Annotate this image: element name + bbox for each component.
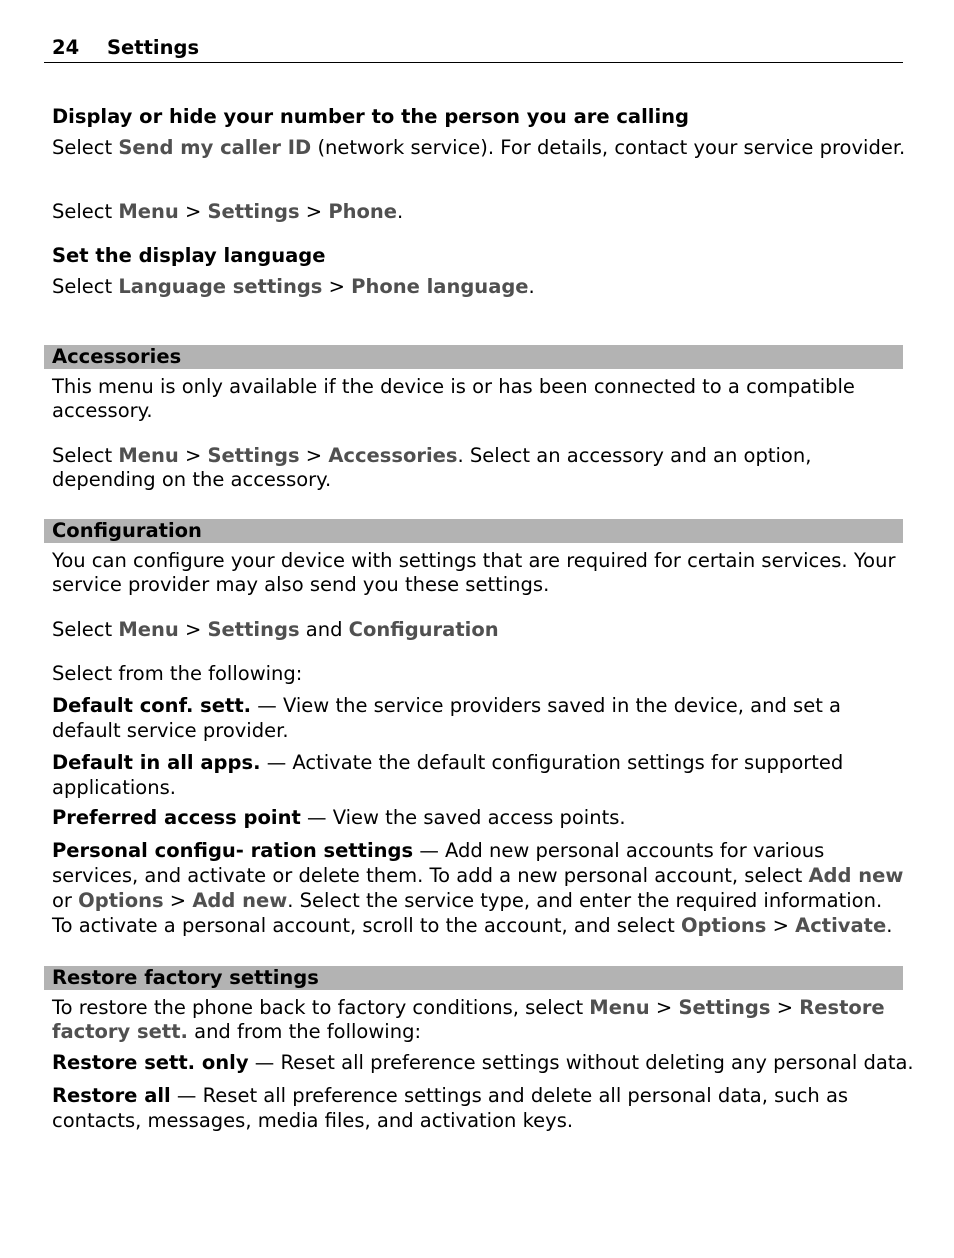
language-heading: Set the display language xyxy=(52,244,326,267)
restore-intro: To restore the phone back to factory conditions, select Menu > Settings > Restore factory sett. and from the following: xyxy=(52,996,885,1043)
option-personal-configuration-settings: Personal configu- ration settings — Add new personal accounts for various services, and activate or delete them. To add a new personal account, select Add new or Options > Add new. Select the service type, and enter the required information. To activate a personal account, scroll to the account, and select Options > Activate. xyxy=(52,839,904,937)
option-restore-all: Restore all — Reset all preference settings and delete all personal data, such as contacts, messages, media files, and activation keys. xyxy=(52,1084,849,1132)
configuration-path-paragraph: Select Menu > Settings and Configuration xyxy=(52,618,499,641)
option-preferred-access-point: Preferred access point — View the saved access points. xyxy=(52,806,626,829)
section-configuration: Configuration xyxy=(44,519,903,543)
language-paragraph: Select Language settings > Phone language. xyxy=(52,275,535,298)
option-default-conf-sett: Default conf. sett. — View the service providers saved in the device, and set a default service provider. xyxy=(52,694,841,742)
section-restore-factory-settings: Restore factory settings xyxy=(44,966,903,990)
phone-path-paragraph: Select Menu > Settings > Phone. xyxy=(52,200,404,223)
caller-id-heading: Display or hide your number to the person you are calling xyxy=(52,105,689,128)
send-caller-id-term: Send my caller ID xyxy=(118,136,312,159)
page-number: 24 xyxy=(52,36,80,59)
caller-id-paragraph: Select Send my caller ID (network service). For details, contact your service provider. xyxy=(52,136,906,159)
option-restore-sett-only: Restore sett. only — Reset all preference settings without deleting any personal data. xyxy=(52,1051,914,1074)
configuration-select-following: Select from the following: xyxy=(52,662,303,685)
configuration-intro: You can configure your device with settings that are required for certain services. Your service provider may also send you these settings. xyxy=(52,549,896,596)
page-header xyxy=(44,32,903,63)
accessories-intro: This menu is only available if the device is or has been connected to a compatible accessory. xyxy=(52,375,855,422)
option-default-in-all-apps: Default in all apps. — Activate the default configuration settings for supported applications. xyxy=(52,751,844,799)
accessories-path-paragraph: Select Menu > Settings > Accessories. Select an accessory and an option, depending on the accessory. xyxy=(52,444,812,491)
page-title: Settings xyxy=(107,36,200,59)
section-accessories: Accessories xyxy=(44,345,903,369)
